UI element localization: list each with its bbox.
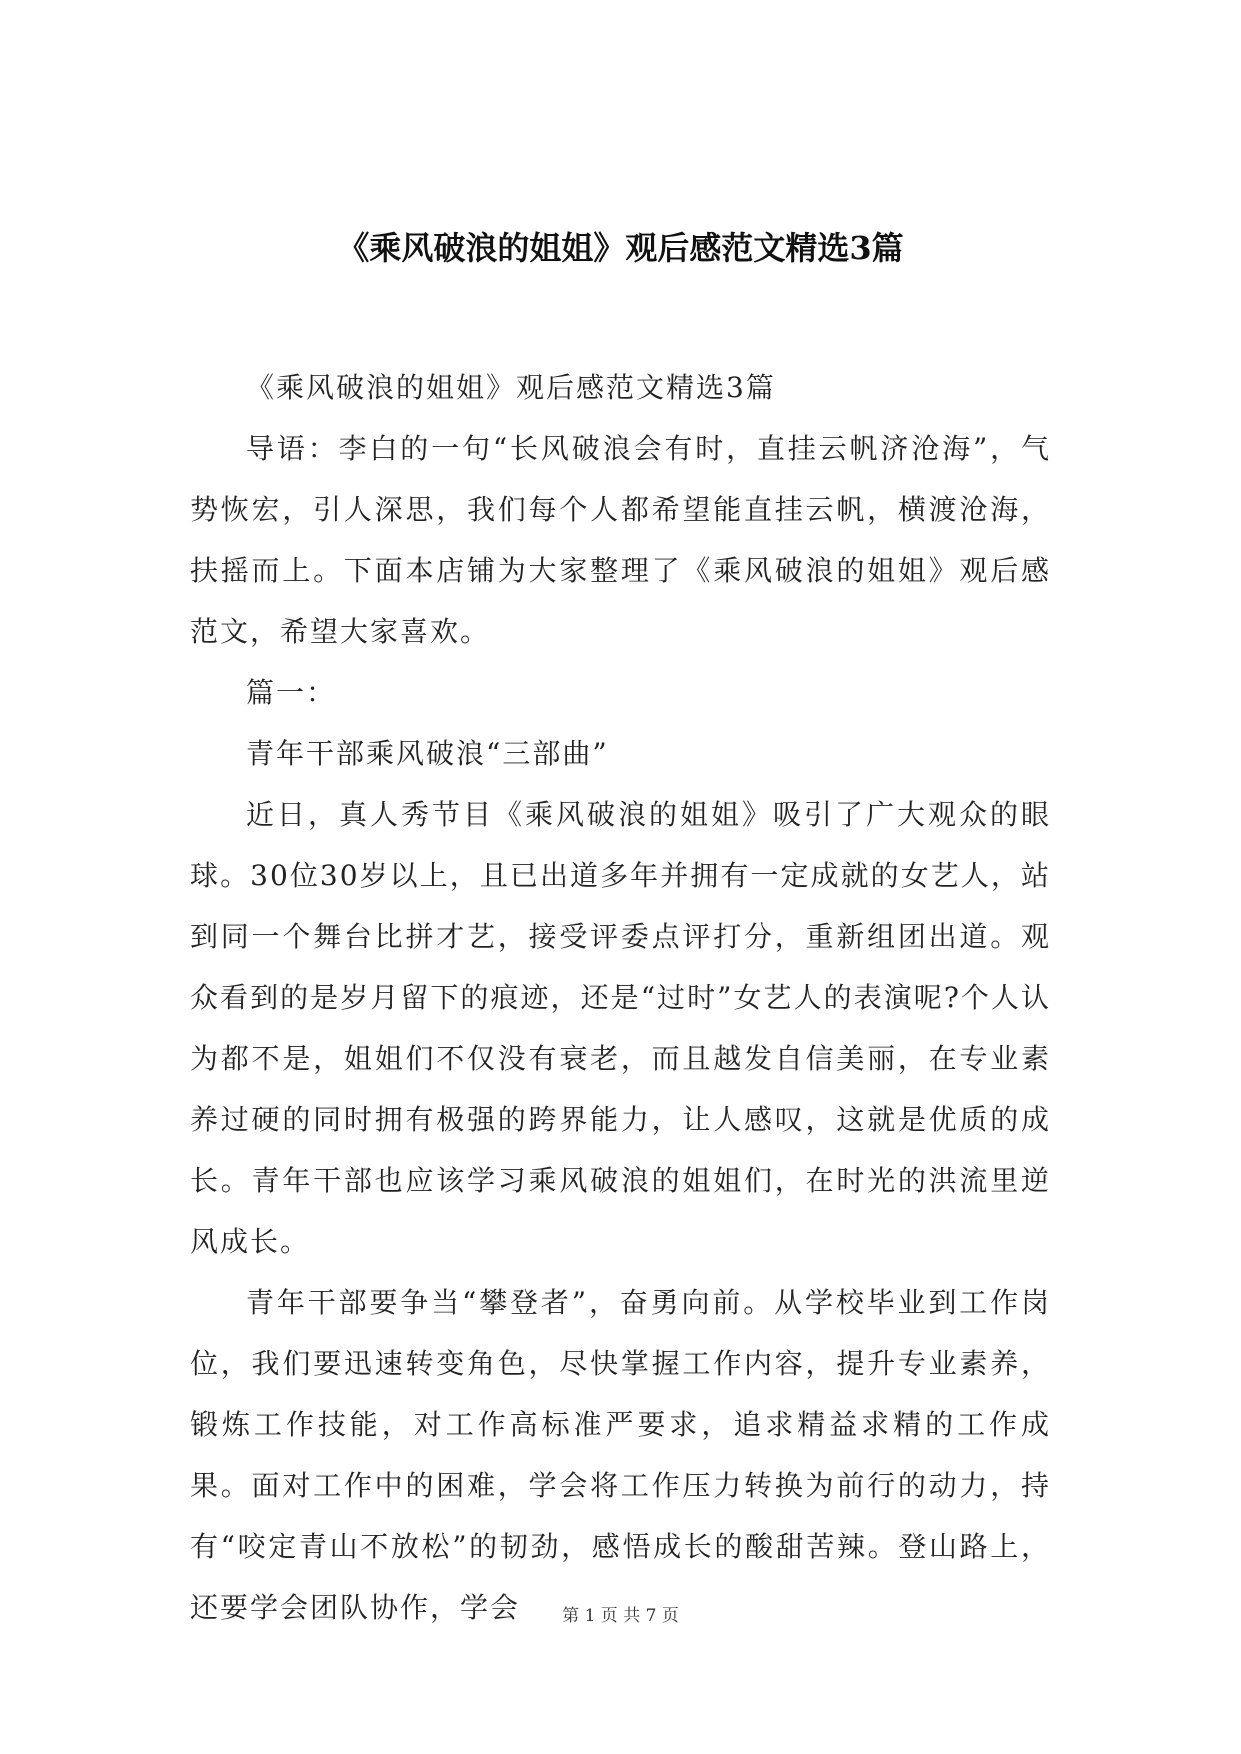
paragraph-intro: 导语：李白的一句“长风破浪会有时，直挂云帆济沧海”，气势恢宏，引人深思，我们每个人都希望能直挂云帆，横渡沧海，扶摇而上。下面本店铺为大家整理了《乘风破浪的姐姐》观后感范文，希望大家喜欢。 [190,432,1051,648]
page-number-footer: 第 1 页 共 7 页 [562,1606,679,1626]
paragraph-section-label: 篇一： [246,676,337,709]
paragraph-subtitle: 《乘风破浪的姐姐》观后感范文精选3篇 [246,371,776,404]
document-title: 《乘风破浪的姐姐》观后感范文精选3篇 [337,229,904,267]
paragraph-body-1: 近日，真人秀节目《乘风破浪的姐姐》吸引了广大观众的眼球。30位30岁以上，且已出道多年并拥有一定成就的女艺人，站到同一个舞台比拼才艺，接受评委点评打分，重新组团出道。观众看到的是岁月留下的痕迹，还是“过时”女艺人的表演呢?个人认为都不是，姐姐们不仅没有衰老，而且越发自信美丽，在专业素养过硬的同时拥有极强的跨界能力，让人感叹，这就是优质的成长。青年干部也应该学习乘风破浪的姐姐们，在时光的洪流里逆风成长。 [190,798,1051,1258]
paragraph-section-heading: 青年干部乘风破浪“三部曲” [246,737,609,770]
document-body [190,357,1051,1638]
paragraph-body-2: 青年干部要争当“攀登者”，奋勇向前。从学校毕业到工作岗位，我们要迅速转变角色，尽快掌握工作内容，提升专业素养，锻炼工作技能，对工作高标准严要求，追求精益求精的工作成果。面对工作中的困难，学会将工作压力转换为前行的动力，持有“咬定青山不放松”的韧劲，感悟成长的酸甜苦辣。登山路上，还要学会团队协作，学会 [190,1286,1051,1624]
